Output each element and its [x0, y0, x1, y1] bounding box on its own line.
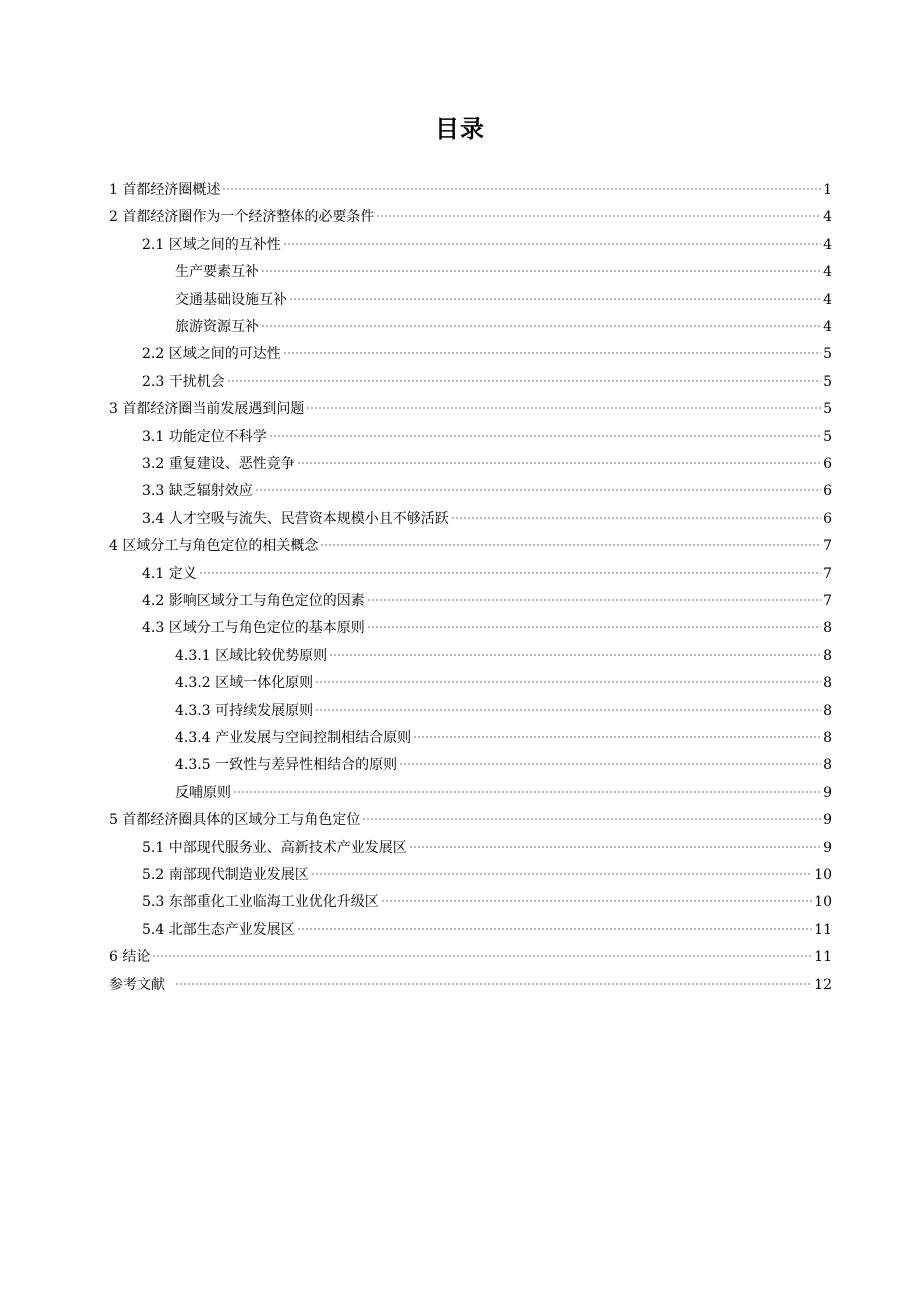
dot-leader	[306, 391, 821, 413]
toc-page-number: 6	[823, 483, 832, 500]
toc-page-number: 4	[823, 319, 832, 335]
toc-page-number: 6	[823, 510, 832, 527]
dot-leader	[381, 884, 812, 906]
dot-leader	[367, 583, 821, 605]
toc-page-number: 8	[823, 675, 832, 692]
dot-leader	[315, 665, 821, 687]
dot-leader	[255, 473, 821, 495]
toc-entry-label[interactable]: 3.4 人才空吸与流失、民营资本规模小且不够活跃	[142, 510, 449, 527]
toc-page-number: 8	[823, 702, 832, 719]
toc-entry-4-3[interactable]	[142, 610, 832, 637]
toc-page-number: 9	[823, 839, 832, 856]
toc-entry-3-2[interactable]	[142, 446, 832, 472]
toc-entry-3-1[interactable]	[142, 419, 832, 445]
toc-page-number: 8	[823, 730, 832, 746]
toc-page-number: 1	[823, 182, 832, 198]
toc-entry-3[interactable]	[109, 391, 832, 418]
toc-page-number: 4	[823, 209, 832, 226]
toc-page-number: 8	[823, 620, 832, 637]
toc-entry-2-1-b[interactable]	[175, 282, 832, 308]
dot-leader	[261, 309, 821, 331]
dot-leader	[362, 802, 821, 824]
toc-entry-label[interactable]: 4.1 定义	[142, 565, 197, 582]
toc-page-number: 6	[823, 456, 832, 472]
dot-leader	[413, 720, 821, 742]
dot-leader	[311, 857, 812, 879]
dot-leader	[199, 556, 821, 578]
dot-leader	[315, 693, 821, 715]
toc-entry-4-3-5[interactable]	[175, 747, 832, 774]
toc-page-number: 7	[823, 593, 832, 609]
toc-entry-label[interactable]: 3.3 缺乏辐射效应	[142, 483, 253, 500]
toc-entry-4-3-3[interactable]	[175, 693, 832, 719]
toc-entry-label[interactable]: 5.1 中部现代服务业、高新技术产业发展区	[142, 839, 407, 856]
toc-entry-2[interactable]	[109, 199, 832, 226]
toc-entry-5-1[interactable]	[142, 830, 832, 856]
toc-entry-label[interactable]: 反哺原则	[175, 784, 231, 801]
toc-entry-2-1-a[interactable]	[175, 254, 832, 281]
dot-leader	[376, 199, 821, 221]
dot-leader	[399, 747, 821, 769]
toc-page-number: 4	[823, 264, 832, 281]
toc-entry-label[interactable]: 3 首都经济圈当前发展遇到问题	[109, 401, 305, 418]
toc-entry-6[interactable]	[109, 939, 832, 966]
dot-leader	[329, 638, 821, 660]
dot-leader	[261, 254, 821, 276]
toc-page-number: 9	[823, 812, 832, 829]
dot-leader	[297, 912, 812, 934]
dot-leader	[222, 172, 821, 194]
dot-leader	[289, 282, 821, 304]
dot-leader	[152, 939, 812, 961]
toc-entry-label[interactable]: 1 首都经济圈概述	[109, 182, 221, 198]
toc-entry-label[interactable]: 4.3.1 区域比较优势原则	[175, 647, 328, 664]
toc-entry-label[interactable]: 6 结论	[109, 949, 151, 966]
toc-entry-4-2[interactable]	[142, 583, 832, 609]
toc-entry-4-3-4[interactable]	[175, 720, 832, 746]
toc-entry-label[interactable]: 4.3.4 产业发展与空间控制相结合原则	[175, 730, 412, 746]
dot-leader	[227, 364, 821, 386]
toc-entry-5-2[interactable]	[142, 857, 832, 883]
toc-entry-label[interactable]: 4.3 区域分工与角色定位的基本原则	[142, 620, 365, 637]
dot-leader	[283, 227, 821, 249]
toc-entry-5-4[interactable]	[142, 912, 832, 938]
toc-entry-label[interactable]: 4.3.3 可持续发展原则	[175, 702, 314, 719]
toc-entry-3-4[interactable]	[142, 501, 832, 527]
dot-leader	[451, 501, 821, 523]
toc-page-number: 5	[823, 346, 832, 363]
toc-page-number: 10	[814, 894, 832, 911]
toc-page-number: 10	[814, 867, 832, 883]
dot-leader	[409, 830, 821, 852]
toc-entry-label[interactable]: 5.2 南部现代制造业发展区	[142, 867, 309, 883]
toc-entry-4-3-1[interactable]	[175, 638, 832, 664]
toc-entry-label[interactable]: 交通基础设施互补	[175, 291, 287, 308]
toc-entry-label[interactable]: 3.2 重复建设、恶性竞争	[142, 456, 295, 472]
toc-page-number: 7	[823, 538, 832, 555]
toc-entry-label[interactable]: 2.3 干扰机会	[142, 373, 225, 390]
toc-entry-label[interactable]: 3.1 功能定位不科学	[142, 428, 267, 445]
toc-page-number: 9	[823, 784, 832, 801]
toc-entry-label[interactable]: 生产要素互补	[175, 264, 259, 281]
toc-page-number: 5	[823, 428, 832, 445]
toc-entry-2-1[interactable]	[142, 227, 832, 253]
page-title: 目录	[435, 115, 485, 143]
toc-entry-2-1-c[interactable]	[175, 309, 832, 335]
toc-entry-label[interactable]: 2 首都经济圈作为一个经济整体的必要条件	[109, 209, 375, 226]
toc-entry-5-3[interactable]	[142, 884, 832, 911]
toc-entry-label[interactable]: 4.3.5 一致性与差异性相结合的原则	[175, 757, 398, 774]
toc-entry-label[interactable]: 4.2 影响区域分工与角色定位的因素	[142, 593, 365, 609]
toc-entry-label[interactable]: 4.3.2 区域一体化原则	[175, 675, 314, 692]
toc-page-number: 11	[814, 949, 832, 966]
toc-entry-label[interactable]: 5.4 北部生态产业发展区	[142, 921, 295, 938]
toc-entry-1[interactable]	[109, 172, 832, 198]
dot-leader	[297, 446, 821, 468]
toc-entry-label[interactable]: 5.3 东部重化工业临海工业优化升级区	[142, 894, 379, 911]
toc-page-number: 7	[823, 565, 832, 582]
toc-page-number: 5	[823, 401, 832, 418]
toc-page-number: 12	[814, 976, 832, 993]
toc-entry-label[interactable]: 2.1 区域之间的互补性	[142, 236, 281, 253]
dot-leader	[367, 610, 821, 632]
toc-entry-references[interactable]	[109, 967, 832, 993]
toc-entry-label[interactable]: 5 首都经济圈具体的区域分工与角色定位	[109, 812, 361, 829]
toc-entry-label[interactable]: 2.2 区域之间的可达性	[142, 346, 281, 363]
dot-leader	[233, 775, 821, 797]
dot-leader	[175, 967, 812, 989]
toc-entry-2-3[interactable]	[142, 364, 832, 390]
toc-page-number: 8	[823, 647, 832, 664]
dot-leader	[283, 336, 821, 358]
toc-entry-4-3-2[interactable]	[175, 665, 832, 692]
toc-page-number: 4	[823, 236, 832, 253]
dot-leader	[320, 528, 821, 550]
toc-page-number: 4	[823, 291, 832, 308]
toc-entry-3-3[interactable]	[142, 473, 832, 500]
toc-entry-2-2[interactable]	[142, 336, 832, 363]
dot-leader	[269, 419, 821, 441]
toc-entry-label[interactable]: 参考文献	[109, 976, 165, 993]
toc-entry-label[interactable]: 4 区域分工与角色定位的相关概念	[109, 538, 319, 555]
toc-entry-5[interactable]	[109, 802, 832, 829]
toc-page-number: 11	[814, 921, 832, 938]
toc-entry-4-1[interactable]	[142, 556, 832, 582]
toc-entry-4[interactable]	[109, 528, 832, 555]
toc-page-number: 8	[823, 757, 832, 774]
toc-entry-label[interactable]: 旅游资源互补	[175, 319, 259, 335]
toc-entry-4-3-6[interactable]	[175, 775, 832, 801]
toc-page-number: 5	[823, 373, 832, 390]
